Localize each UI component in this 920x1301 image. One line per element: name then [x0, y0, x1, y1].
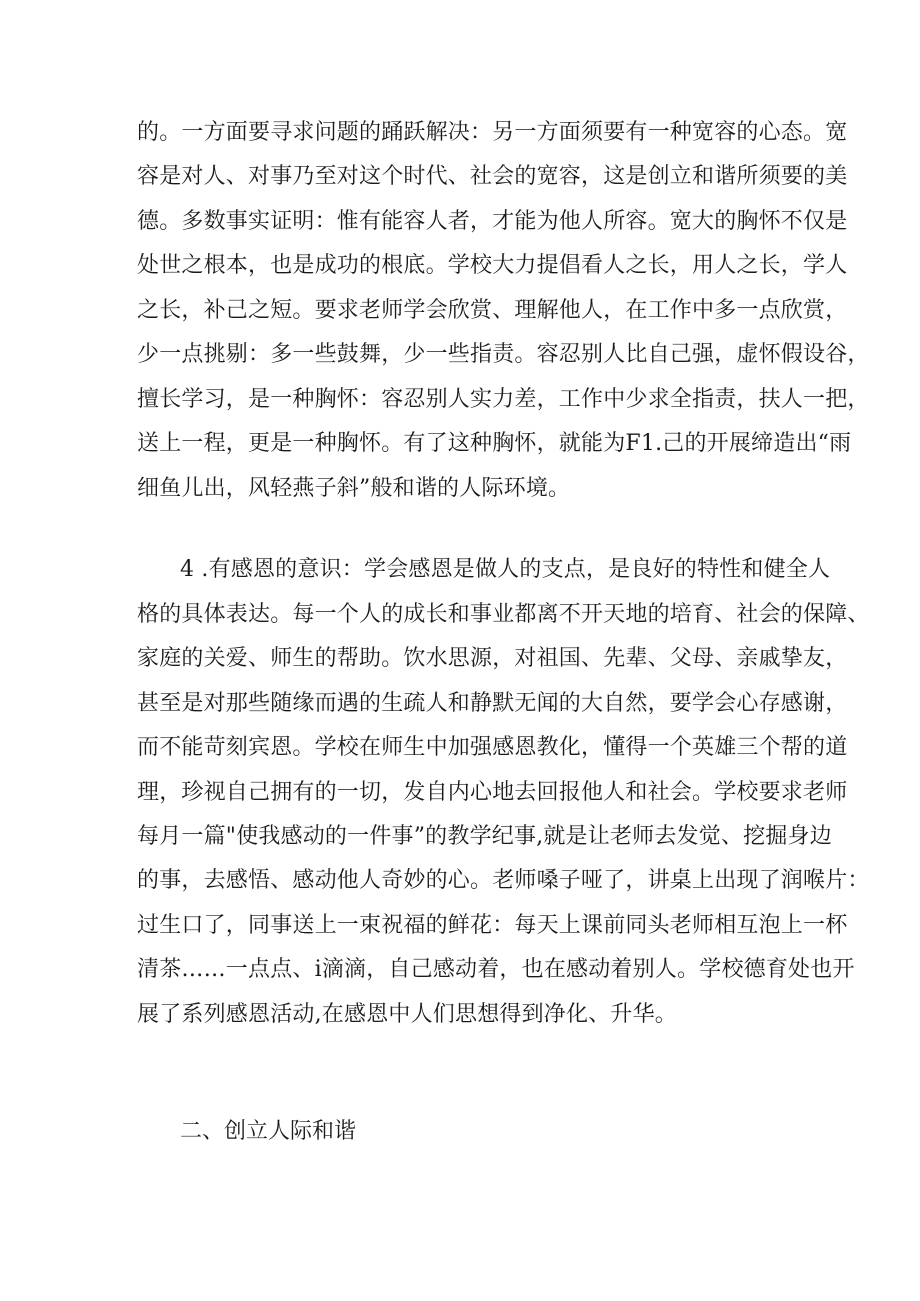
paragraph-2-line-8: 的事，去感悟、感动他人奇妙的心。老师嗓子哑了，讲桌上出现了润喉片： — [137, 868, 870, 893]
section-heading: 二、创立人际和谐 — [180, 1119, 357, 1144]
paragraph-2-line-5: 而不能苛刻宾恩。学校在师生中加强感恩教化，懂得一个英雄三个帮的道 — [137, 735, 848, 760]
paragraph-1-line-5: 之长，补己之短。要求老师学会欣赏、理解他人，在工作中多一点欣赏， — [137, 298, 848, 323]
paragraph-2-line-11: 展了系列感恩活动,在感恩中人们思想得到净化、升华。 — [137, 1002, 677, 1027]
paragraph-2-line-1: 4 .有感恩的意识：学会感恩是做人的支点，是良好的特性和健全人 — [180, 557, 831, 582]
paragraph-1-line-1: 的。一方面要寻求问题的踊跃解决：另一方面须要有一种宽容的心态。宽 — [137, 120, 848, 145]
paragraph-1-line-4: 处世之根本，也是成功的根底。学校大力提倡看人之长，用人之长，学人 — [137, 253, 848, 278]
paragraph-1-line-9: 细鱼儿出，风轻燕子斜”般和谐的人际环境。 — [137, 476, 571, 501]
paragraph-2-line-4: 甚至是对那些随缘而遇的生疏人和静默无闻的大自然，要学会心存感谢， — [137, 691, 848, 716]
paragraph-1-line-3: 德。多数事实证明：惟有能容人者，才能为他人所容。宽大的胸怀不仅是 — [137, 209, 848, 234]
paragraph-2-line-10: 清茶……一点点、i滴滴，自己感动着，也在感动着别人。学校德育处也开 — [137, 957, 855, 982]
paragraph-2-line-3: 家庭的关爱、师生的帮助。饮水思源，对祖国、先辈、父母、亲戚挚友， — [137, 646, 848, 671]
paragraph-2-line-2: 格的具体表达。每一个人的成长和事业都离不开天地的培育、社会的保障、 — [137, 602, 870, 627]
paragraph-1-line-2: 容是对人、对事乃至对这个时代、社会的宽容，这是创立和谐所须要的美 — [137, 164, 848, 189]
paragraph-2-line-7: 每月一篇"使我感动的一件事”的教学纪事,就是让老师去发觉、挖掘身边 — [137, 824, 832, 849]
paragraph-1-line-7: 擅长学习，是一种胸怀：容忍别人实力差，工作中少求全指责，扶人一把， — [137, 387, 870, 412]
paragraph-1-line-6: 少一点挑剔：多一些鼓舞，少一些指责。容忍别人比自己强，虚怀假设谷， — [137, 342, 870, 367]
paragraph-2-line-9: 过生口了，同事送上一束祝福的鲜花：每天上课前同头老师相互泡上一杯 — [137, 913, 848, 938]
paragraph-1-line-8: 送上一程，更是一种胸怀。有了这种胸怀，就能为F1.己的开展缔造出“雨 — [137, 431, 852, 456]
paragraph-2-line-6: 理，珍视自己拥有的一切，发自内心地去回报他人和社会。学校要求老师 — [137, 780, 848, 805]
